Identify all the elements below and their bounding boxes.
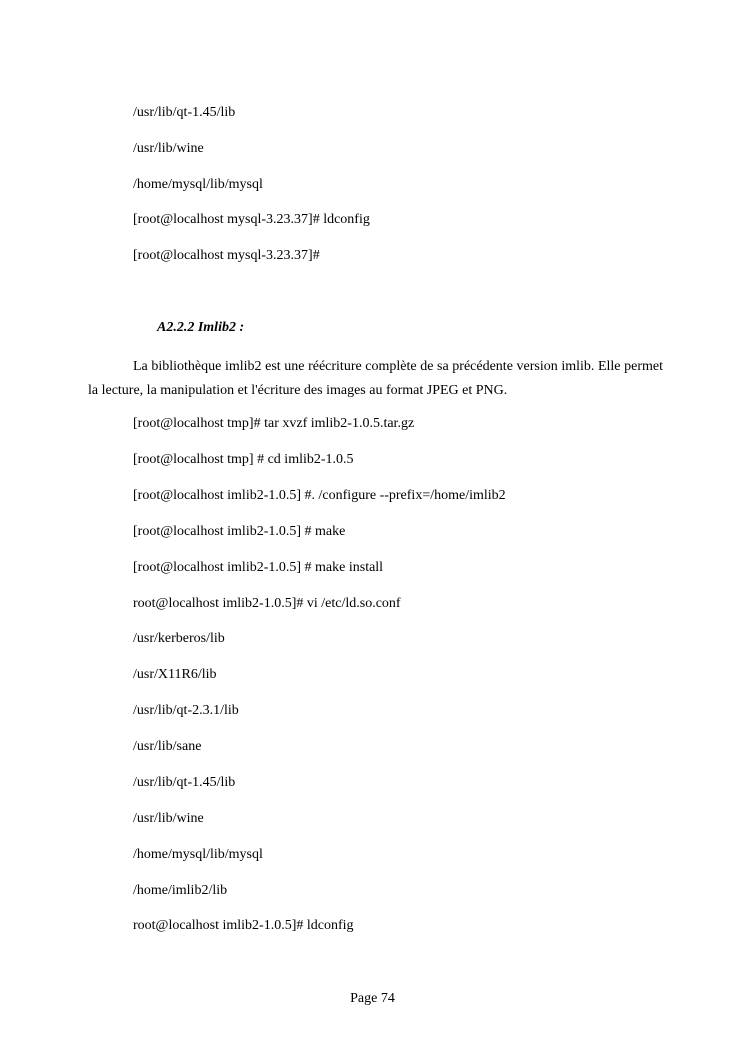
- config-line: /home/mysql/lib/mysql: [133, 847, 263, 862]
- command-line: [root@localhost mysql-3.23.37]#: [133, 248, 320, 263]
- command-line: [root@localhost tmp]# tar xvzf imlib2-1.0.5.tar.gz: [133, 416, 415, 431]
- config-line: /usr/lib/qt-1.45/lib: [133, 775, 236, 790]
- section-paragraph: La bibliothèque imlib2 est une réécriture complète de sa précédente version imlib. Elle permet la lecture, la manipulation et l'écriture des images au format JPEG et PNG.: [88, 359, 663, 398]
- config-line: /usr/lib/sane: [133, 739, 202, 754]
- command-line: [root@localhost mysql-3.23.37]# ldconfig: [133, 212, 370, 227]
- config-line: /usr/kerberos/lib: [133, 631, 225, 646]
- config-line: /home/mysql/lib/mysql: [133, 177, 263, 192]
- config-line: /usr/lib/qt-1.45/lib: [133, 105, 236, 120]
- command-line: [root@localhost imlib2-1.0.5] #. /configure --prefix=/home/imlib2: [133, 488, 506, 503]
- section-heading: A2.2.2 Imlib2 :: [157, 320, 245, 335]
- config-line: /usr/lib/wine: [133, 811, 204, 826]
- command-line: root@localhost imlib2-1.0.5]# vi /etc/ld.so.conf: [133, 596, 401, 611]
- config-line: /home/imlib2/lib: [133, 883, 228, 898]
- config-line: /usr/lib/qt-2.3.1/lib: [133, 703, 239, 718]
- command-line: [root@localhost imlib2-1.0.5] # make install: [133, 560, 384, 575]
- page-number: Page 74: [350, 991, 395, 1006]
- command-line: [root@localhost tmp] # cd imlib2-1.0.5: [133, 452, 354, 467]
- command-line: [root@localhost imlib2-1.0.5] # make: [133, 524, 346, 539]
- command-line: root@localhost imlib2-1.0.5]# ldconfig: [133, 918, 354, 933]
- config-line: /usr/lib/wine: [133, 141, 204, 156]
- config-line: /usr/X11R6/lib: [133, 667, 217, 682]
